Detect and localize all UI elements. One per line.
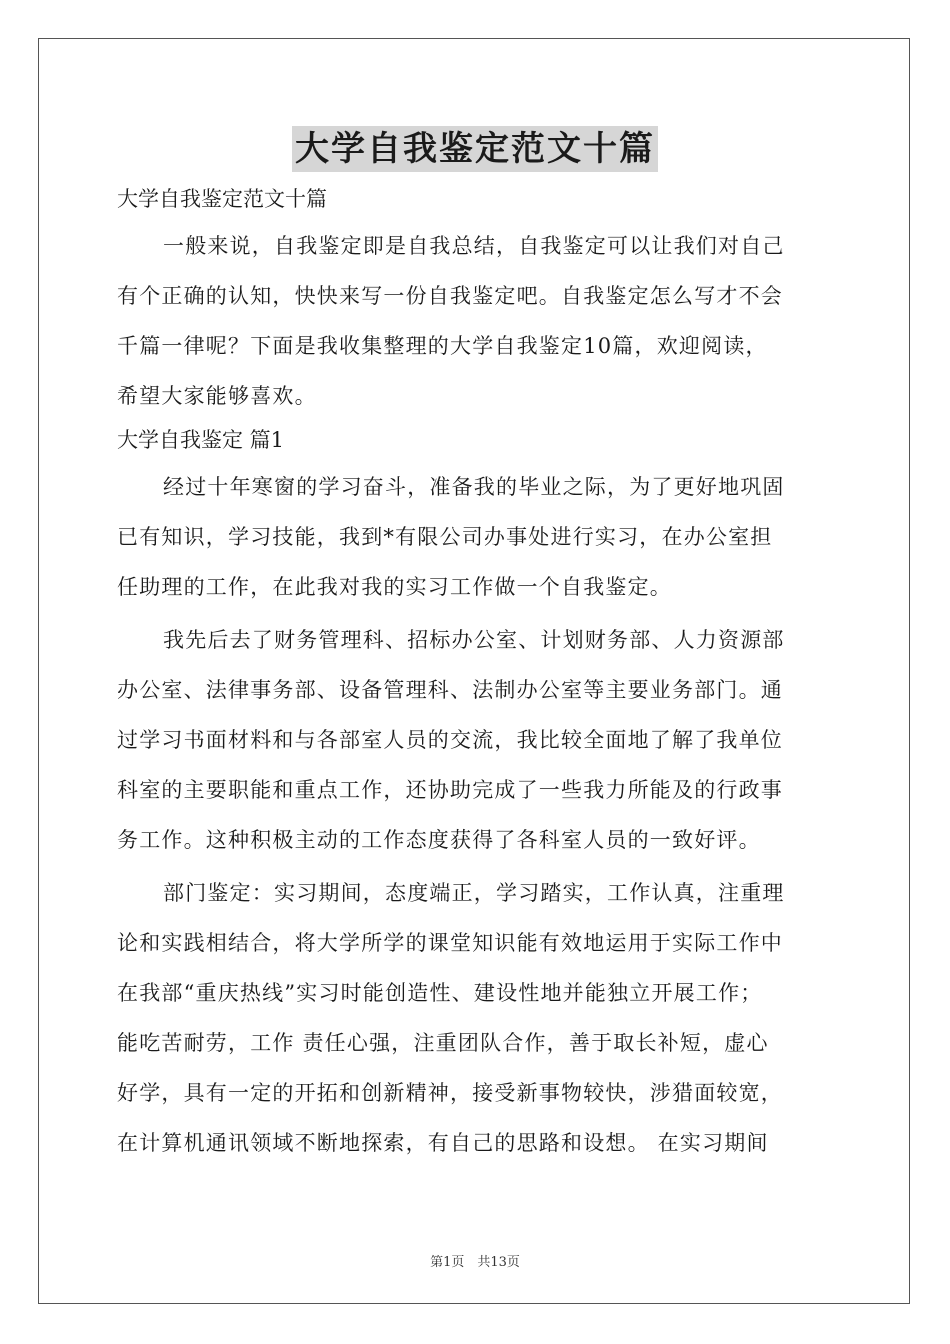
paragraph-line: 经过十年寒窗的学习奋斗，准备我的毕业之际，为了更好地巩固 xyxy=(163,475,785,499)
paragraph-line: 一般来说，自我鉴定即是自我总结，自我鉴定可以让我们对自己 xyxy=(163,234,785,258)
body-paragraph-1 xyxy=(117,462,833,612)
paragraph-line: 已有知识，学习技能，我到*有限公司办事处进行实习，在办公室担 xyxy=(117,525,773,549)
paragraph-line: 过学习书面材料和与各部室人员的交流，我比较全面地了解了我单位 xyxy=(117,728,783,752)
paragraph-line: 务工作。这种积极主动的工作态度获得了各科室人员的一致好评。 xyxy=(117,828,761,852)
paragraph-line: 希望大家能够喜欢。 xyxy=(117,384,317,408)
paragraph-line: 能吃苦耐劳，工作 责任心强，注重团队合作，善于取长补短，虚心 xyxy=(117,1031,769,1055)
document-body xyxy=(117,180,833,1168)
intro-paragraph xyxy=(117,221,833,421)
section-heading: 大学自我鉴定 篇1 xyxy=(117,428,285,452)
paragraph-line: 在我部“重庆热线”实习时能创造性、建设性地并能独立开展工作； xyxy=(117,981,763,1005)
paragraph-line: 部门鉴定：实习期间，态度端正，学习踏实，工作认真，注重理 xyxy=(163,881,785,905)
document-subtitle: 大学自我鉴定范文十篇 xyxy=(117,187,327,211)
body-paragraph-3 xyxy=(117,868,833,1168)
document-title: 大学自我鉴定范文十篇 xyxy=(292,126,658,172)
paragraph-line: 在计算机通讯领域不断地探索，有自己的思路和设想。 在实习期间 xyxy=(117,1131,769,1155)
paragraph-line: 论和实践相结合，将大学所学的课堂知识能有效地运用于实际工作中 xyxy=(117,931,783,955)
paragraph-line: 好学，具有一定的开拓和创新精神，接受新事物较快，涉猎面较宽， xyxy=(117,1081,783,1105)
body-paragraph-2 xyxy=(117,615,833,865)
paragraph-line: 有个正确的认知，快快来写一份自我鉴定吧。自我鉴定怎么写才不会 xyxy=(117,284,783,308)
page-number-footer: 第1页 共13页 xyxy=(430,1255,520,1270)
paragraph-line: 我先后去了财务管理科、招标办公室、计划财务部、人力资源部 xyxy=(163,628,785,652)
paragraph-line: 科室的主要职能和重点工作，还协助完成了一些我力所能及的行政事 xyxy=(117,778,783,802)
paragraph-line: 千篇一律呢？下面是我收集整理的大学自我鉴定10篇，欢迎阅读， xyxy=(117,334,768,358)
paragraph-line: 任助理的工作，在此我对我的实习工作做一个自我鉴定。 xyxy=(117,575,672,599)
paragraph-line: 办公室、法律事务部、设备管理科、法制办公室等主要业务部门。通 xyxy=(117,678,783,702)
